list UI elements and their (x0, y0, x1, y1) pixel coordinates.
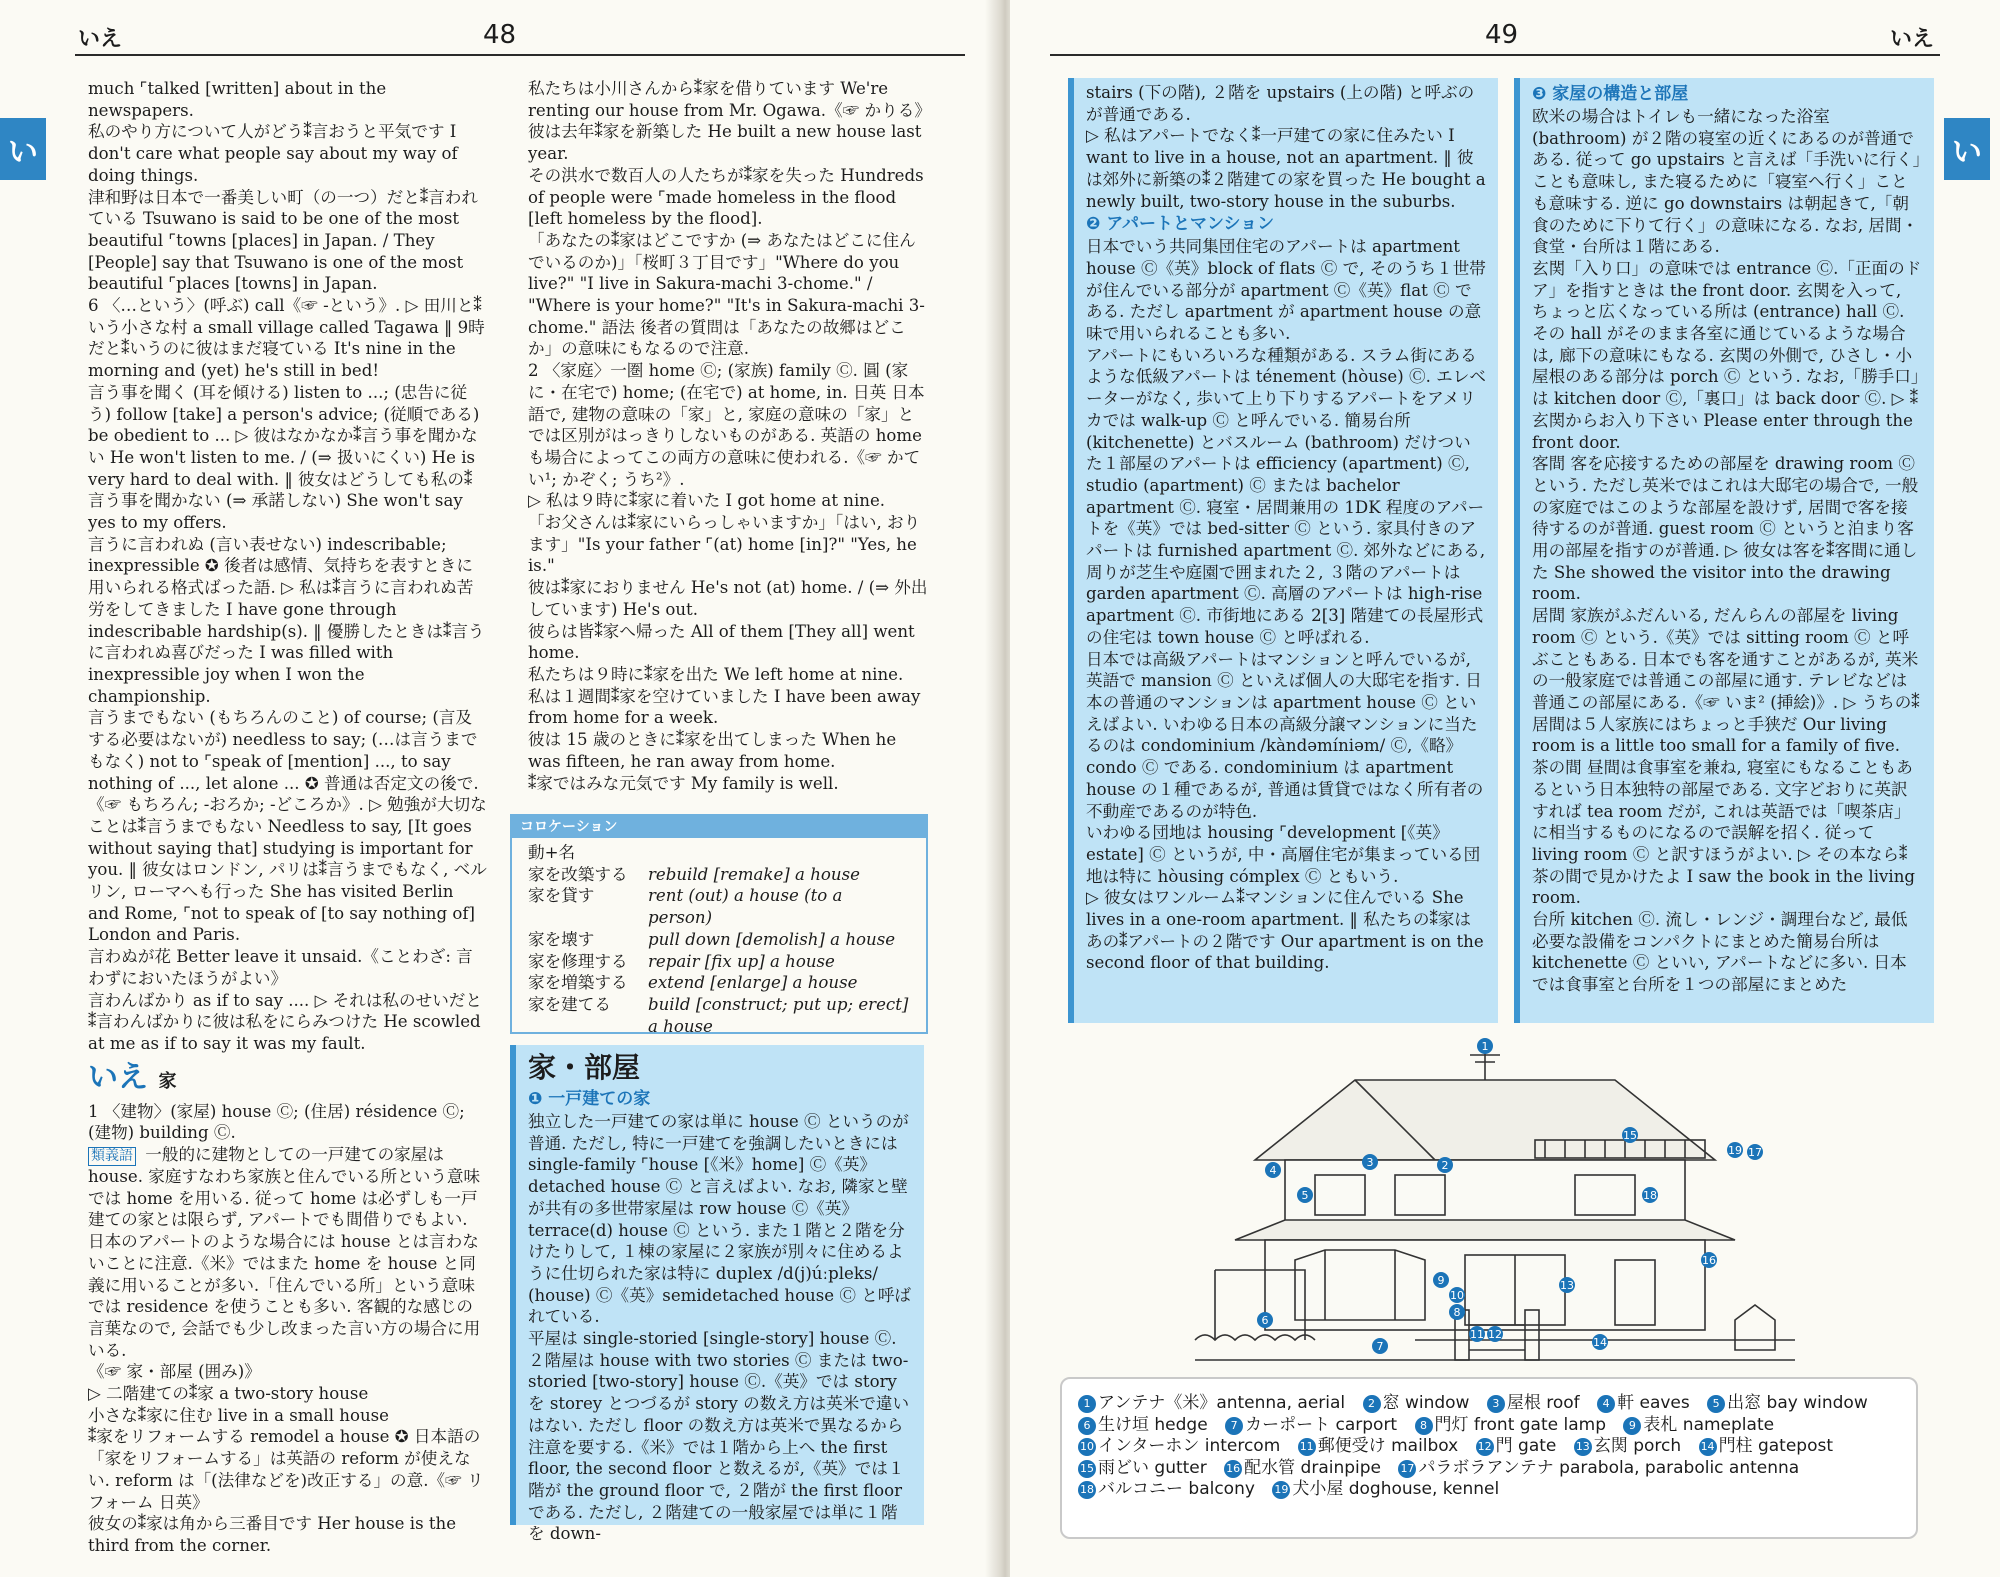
example-line: ⁑家ではみな元気です My family is well. (528, 773, 839, 793)
callout-4 (1265, 1162, 1281, 1178)
legend-text: 屋根 roof (1506, 1393, 1580, 1413)
collocation-en: build [construct; put up; erect] a house (648, 994, 909, 1036)
callout-label: 15 (1623, 1129, 1637, 1142)
callout-9 (1433, 1272, 1449, 1288)
legend-text: 門柱 gatepost (1718, 1436, 1834, 1457)
panel-text: いわゆる団地は housing ⌜development [《英》estate] Ⓒ というが, 中・高層住宅が集まっている団地は特に hòusing cómplex Ⓒ ともいう. (1086, 823, 1481, 886)
text-line[interactable]: 《☞ 家・部屋 (囲み)》 (88, 1362, 261, 1382)
panel-text: アパートにもいろいろな種類がある. スラム街にあるような低級アパートは ténement (hòuse) Ⓒ. エレベーターがなく, 歩いて上り下りするアパートをアメリカでは walk-up Ⓒ と呼んでいる. 簡易台所 (kitchenette) とバスルーム (bathroom) だけついた１部屋のアパートは efficiency (apartment) Ⓒ, studio (apartment) Ⓒ または bachelor apartment Ⓒ. 寝室・居間兼用の 1DK 程度のアパートを《英》では bed-sitter Ⓒ という. 家具付きのアパートは furnished apartment Ⓒ. 郊外などにある, 周りが芝生や庭園で囲まれた２, ３階のアパートは garden apartment Ⓒ. 高層のアパートは high-rise apartment Ⓒ. 市街地にある 2[3] 階建ての長屋形式の住宅は town house Ⓒ と呼ばれる. (1086, 345, 1486, 647)
legend-text: 窓 window (1382, 1393, 1470, 1413)
idiom-iwan-bakari: 言わんばかり as if to say .... ▷ それは私のせいだと⁑言わんばかりに彼は私をにらみつけた He scowled at me as if to say it was my fault. (88, 990, 482, 1053)
callout-15 (1622, 1127, 1638, 1143)
callout-label: 9 (1437, 1274, 1445, 1287)
collocation-en: pull down [demolish] a house (648, 929, 896, 949)
callout-label: 11 (1470, 1328, 1484, 1341)
panel-column-2 (1514, 78, 1934, 1023)
running-head: いえ (1890, 27, 1935, 52)
thumb-index-tab[interactable]: い (1944, 118, 1990, 180)
thumb-index-tab[interactable]: い (0, 118, 46, 180)
collocation-en: extend [enlarge] a house (648, 973, 858, 993)
legend-number: 2 (1363, 1395, 1381, 1413)
legend-number: 14 (1699, 1438, 1717, 1456)
collocation-row (528, 951, 910, 973)
legend-number: 16 (1224, 1460, 1242, 1478)
panel-title: 家・部屋 (528, 1051, 641, 1084)
legend-text: 雨どい gutter (1098, 1457, 1207, 1478)
headword-kanji: 家 (158, 1070, 177, 1092)
legend-line (1078, 1415, 1900, 1437)
panel-text: 平屋は single-storied [single-story] house Ⓒ. ２階屋は house with two stories Ⓒ または two-storied [two-story] house Ⓒ.《英》では story を storey とつづるが story の数え方は英米で違いはない. ただし floor の数え方は英米で異なるから注意を要する.《米》では１階から上へ the first floor, the second floor と数えるが,《英》では１階が the ground floor で, ２階が the first floor である. ただし, ２階建ての一般家屋では単に１階を down- (528, 1329, 910, 1544)
room-chanoma: 茶の間 昼間は食事室を兼ね, 寝室にもなることもあるという日本独特の部屋である. 文字どおりに英訳すれば tea room だが, これは英語では「喫茶店」に相当するものになるので誤解を招く. 従って living room Ⓒ と訳すほうがよい. ▷ その本なら⁑茶の間で見かけたよ I saw the book in the living room. (1532, 758, 1916, 908)
callout-label: 2 (1441, 1159, 1449, 1172)
callout-label: 4 (1269, 1164, 1277, 1177)
panel-section-title: ❷ アパートとマンション (1086, 214, 1275, 235)
legend-item (1225, 1415, 1397, 1437)
room-kyakuma: 客間 客を応接するための部屋を drawing room Ⓒ という. ただし英米ではこれは大邸宅の場合で, 一般の家庭ではこのような部屋を設けず, 居間で客を接待するのが普通. guest room Ⓒ というと泊まり客用の部屋を指すのが普通. ▷ 彼女は客を⁑客間に通した She showed the visitor into the drawing room. (1532, 454, 1919, 604)
legend-item (1623, 1415, 1774, 1437)
legend-number: 12 (1476, 1438, 1494, 1456)
legend-item (1224, 1458, 1381, 1480)
callout-3 (1362, 1154, 1378, 1170)
example-line: その洪水で数百人の人たちが⁑家を失った Hundreds of people were ⌜made homeless in the flood [left homeless by the flood]. (528, 165, 924, 229)
legend-text: 郵便受け mailbox (1317, 1436, 1459, 1457)
callout-14 (1592, 1334, 1608, 1350)
panel-text: 日本でいう共同集団住宅のアパートは apartment house Ⓒ《英》block of flats Ⓒ で, そのうち１世帯が住んでいる部分が apartment Ⓒ《英》flat Ⓒ である. ただし apartment が apartment house の意味で用いられることも多い. (1086, 237, 1486, 344)
legend-text: 表札 nameplate (1643, 1414, 1775, 1435)
legend-text: 軒 eaves (1617, 1393, 1690, 1413)
idiom-iwanu-ga-hana: 言わぬが花 Better leave it unsaid.《ことわざ: 言わずにおいたほうがよい》 (88, 947, 473, 988)
synonym-tag: 類義語 (88, 1147, 136, 1166)
collocation-box (510, 814, 928, 1034)
example-line: 彼は 15 歳のときに⁑家を出てしまった When he was fifteen, he ran away from home. (528, 730, 897, 771)
text-line: much ⌜talked [written] about in the newspapers. (88, 79, 387, 120)
callout-label: 19 (1728, 1144, 1742, 1157)
legend-number: 9 (1623, 1417, 1641, 1435)
legend-text: 門灯 front gate lamp (1434, 1414, 1606, 1435)
callout-label: 17 (1748, 1146, 1762, 1159)
legend-text: 出窓 bay window (1727, 1393, 1868, 1413)
legend-item (1078, 1479, 1255, 1501)
legend-text: 犬小屋 doghouse, kennel (1292, 1479, 1500, 1500)
legend-number: 10 (1078, 1438, 1096, 1456)
callout-12 (1487, 1326, 1503, 1342)
synonym-note (88, 1144, 488, 1361)
callout-label: 14 (1593, 1336, 1607, 1349)
legend-number: 3 (1487, 1395, 1505, 1413)
page-number: 48 (483, 20, 517, 50)
panel-section-title: ❸ 家屋の構造と部屋 (1532, 84, 1689, 104)
example-line: ▷ 二階建ての⁑家 a two-story house (88, 1384, 369, 1404)
collocation-jp: 家を増築する (528, 973, 628, 993)
running-head: いえ (78, 27, 123, 52)
panel-text: 日本では高級アパートはマンションと呼んでいるが, 英語で mansion Ⓒ といえば個人の大邸宅を指す. 日本の普通のマンションは apartment house Ⓒ といえばよい. いわゆる日本の高級分譲マンションに当たるのは condominium /kàndəmíniəm/ Ⓒ,《略》condo Ⓒ である. condominium は apartment house の１種であるが, 普通は賃貸ではなく所有者の不動産であるのが特色. (1086, 649, 1484, 821)
collocation-pattern: 動+名 (528, 843, 576, 862)
example-line: 彼女の⁑家は角から三番目です Her house is the third from the corner. (88, 1514, 457, 1555)
callout-label: 3 (1366, 1156, 1374, 1169)
callout-19 (1727, 1142, 1743, 1158)
callout-5 (1297, 1187, 1313, 1203)
text-line: 津和野は日本で一番美しい町（の一つ）だと⁑言われている Tsuwano is said to be one of the most beautiful ⌜towns [places] in Japan. / They [People] say that Tsuwano is one of the most beautiful ⌜places [towns] in Japan. (88, 187, 478, 294)
legend-number: 15 (1078, 1460, 1096, 1478)
illustration-legend (1060, 1377, 1918, 1539)
callout-17 (1747, 1144, 1763, 1160)
legend-item (1078, 1393, 1345, 1415)
legend-number: 1 (1078, 1395, 1096, 1413)
idiom-iu-ni-iwarenu: 言うに言われぬ (言い表せない) indescribable; inexpressible ✪ 後者は感情、気持ちを表すときに用いられる格式ばった語. ▷ 私は⁑言うに言われぬ苦労をしてきました I have gone through indescribable hardship(s). ‖ 優勝したときは⁑言うに言われぬ喜びだった I was filled with inexpressible joy when I won the championship. (88, 534, 485, 706)
callout-1 (1477, 1038, 1493, 1054)
left-column-2 (528, 78, 931, 808)
idiom-iu-made-mo-nai: 言うまでもない (もちろんのこと) of course; (言及する必要はないが) needless to say; (…は言うまでもなく) not to ⌜speak of [mention] ..., to say nothing of ..., let alone ... ✪ 普通は否定文の後で.《☞ もちろん; -おろか; -どころか》. ▷ 勉強が大切なことは⁑言うまでもない Needless to say, [It goes without saying that] studying is important for you. ‖ 彼女はロンドン, パリは⁑言うまでもなく, ベルリン, ローマへも行った She has visited Berlin and Rome, ⌜not to speak of [to say nothing of] London and Paris. (88, 708, 487, 945)
sense-1: 1 〈建物〉(家屋) house Ⓒ; (住居) résidence Ⓒ; (建物) building Ⓒ. (88, 1101, 465, 1143)
legend-text: インターホン intercom (1098, 1436, 1281, 1457)
collocation-en: rent (out) a house (to a person) (648, 886, 843, 928)
example-line: 私たちは９時に⁑家を出た We left home at nine. (528, 664, 904, 684)
legend-text: バルコニー balcony (1098, 1479, 1255, 1500)
collocation-jp: 家を修理する (528, 951, 628, 971)
legend-number: 13 (1574, 1438, 1592, 1456)
legend-text: パラボラアンテナ parabola, parabolic antenna (1418, 1457, 1800, 1478)
legend-item (1078, 1458, 1207, 1480)
legend-item (1398, 1458, 1799, 1480)
idiom-iu-koto-wo-kiku: 言う事を聞く (耳を傾ける) listen to ...; (忠告に従う) follow [take] a person's advice; (従順である) be obedient to ... ▷ 彼はなかなか⁑言う事を聞かない He won't listen to me. / (⇒ 扱いにくい) He is very hard to deal with. ‖ 彼女はどうしても私の⁑言う事を聞かない (⇒ 承諾しない) She won't say yes to my offers. (88, 382, 480, 533)
legend-number: 19 (1272, 1481, 1290, 1499)
collocation-title: コロケーション (512, 816, 926, 838)
header-rule (75, 54, 965, 56)
collocation-jp: 家を建てる (528, 994, 611, 1014)
callout-label: 5 (1301, 1189, 1309, 1202)
legend-item (1298, 1436, 1459, 1458)
headword-kana: いえ (88, 1059, 148, 1095)
legend-number: 17 (1398, 1460, 1416, 1478)
legend-line (1078, 1458, 1900, 1480)
panel-text: stairs (下の階), ２階を upstairs (上の階) と呼ぶのが普通である. (1086, 83, 1475, 124)
legend-number: 11 (1298, 1438, 1316, 1456)
example-line: ▷ 私は９時に⁑家に着いた I got home at nine. (528, 491, 886, 511)
callout-label: 6 (1261, 1314, 1269, 1327)
house-illustration (1195, 1040, 1805, 1370)
legend-number: 18 (1078, 1481, 1096, 1499)
legend-item (1272, 1479, 1499, 1501)
example-line: 彼らは皆⁑家へ帰った All of them [They all] went home. (528, 621, 915, 663)
example-line: 私たちは小川さんから⁑家を借りています We're renting our house from Mr. Ogawa.《☞ かりる》 (528, 79, 931, 120)
legend-text: 生け垣 hedge (1098, 1414, 1208, 1435)
example-line: 小さな⁑家に住む live in a small house (88, 1405, 389, 1425)
text-line: 私のやり方について人がどう⁑言おうと平気です I don't care what people say about my way of doing things. (88, 122, 458, 185)
room-ima: 居間 家族がふだんいる, だんらんの部屋を living room Ⓒ という.《英》では sitting room Ⓒ と呼ぶこともある. 日本でも客を通すことがあるが, 英米の一般家庭では普通この部屋に通す. テレビなどは普通この部屋にある.《☞ いま² (挿絵)》. ▷ うちの⁑居間は５人家族にはちょっと手狭だ Our living room is a little too small for a family of five. (1532, 606, 1920, 756)
left-column-1 (88, 78, 488, 1555)
page-number: 49 (1485, 20, 1519, 50)
panel-text: 独立した一戸建ての家は単に house Ⓒ というのが普通. ただし, 特に一戸建てを強調したいときには single-family ⌜house [《米》home] Ⓒ《英》detached house Ⓒ と言えばよい. なお, 隣家と壁が共有の多世帯家屋は row house Ⓒ《英》terrace(d) house Ⓒ という. また１階と２階を分けたりして, １棟の家屋に２家族が別々に住めるように仕切られた家は特に duplex /d(j)úːpleks/ (house) Ⓒ《英》semidetached house Ⓒ と呼ばれている. (528, 1112, 912, 1327)
collocation-row (528, 972, 910, 994)
panel-examples: ▷ 彼女はワンルーム⁑マンションに住んでいる She lives in a one-room apartment. ‖ 私たちの⁑家はあの⁑アパートの２階です Our apartment is on the second floor of that building. (1086, 888, 1484, 973)
collocation-en: repair [fix up] a house (648, 951, 835, 971)
legend-item (1415, 1415, 1606, 1437)
room-genkan: 玄関「入り口」の意味では entrance Ⓒ.「正面のドア」を指すときは the front door. 玄関を入って, ちょっと広くなっている所は (entrance) hall Ⓒ. その hall がそのまま各室に通じているような場合は, 廊下の意味にもなる. 玄関の外側で, ひさし・小屋根のある部分は porch Ⓒ という. なお,「勝手口」は kitchen door Ⓒ,「裏口」は back door Ⓒ. ▷ ⁑玄関からお入り下さい Please enter through the front door. (1532, 258, 1922, 452)
legend-text: 玄関 porch (1593, 1436, 1682, 1457)
header-rule (1050, 54, 1940, 56)
collocation-en: rebuild [remake] a house (648, 864, 860, 884)
panel-column-1 (1068, 78, 1498, 1023)
collocation-row (528, 994, 910, 1037)
legend-item (1597, 1393, 1690, 1415)
legend-item (1574, 1436, 1681, 1458)
legend-line (1078, 1436, 1900, 1458)
callout-2 (1437, 1157, 1453, 1173)
example-line: 「お父さんは⁑家にいらっしゃいますか」「はい, おります」"Is your father ⌜(at) home [in]?" "Yes, he is." (528, 513, 921, 576)
callout-label: 10 (1450, 1289, 1464, 1302)
legend-item (1487, 1393, 1580, 1415)
example-line: ⁑家をリフォームする remodel a house ✪ 日本語の「家をリフォームする」は英語の reform が使えない. reform は「(法律などを)改正する」の意.《☞ リフォーム 日英》 (88, 1427, 484, 1512)
legend-line (1078, 1479, 1900, 1501)
panel-examples: ▷ 私はアパートでなく⁑一戸建ての家に住みたい I want to live in a house, not an apartment. ‖ 彼は郊外に新築の⁑２階建ての家を買った He bought a newly built, two-story house in the suburbs. (1086, 126, 1486, 211)
panel-text: 欧米の場合はトイレも一緒になった浴室 (bathroom) が２階の寝室の近くにあるのが普通である. 従って go upstairs と言えば「手洗いに行く」ことも意味し, また寝るために「寝室へ行く」ことも意味する. 逆に go downstairs は朝起きて,「朝食のために下りて行く」の意味になる. なお, 居間・食堂・台所は１階にある. (1532, 107, 1921, 257)
sense-2: 2 〈家庭〉一圏 home Ⓒ; (家族) family Ⓒ. 圓 (家に・在宅で) home; (在宅で) at home, in. 日英 日本語で, 建物の意味の「家」と, 家庭の意味の「家」とでは区別がはっきりしないものがある. 英語の home も場合によってこの両方の意味に使われる.《☞ かてい¹; かぞく; うち²》. (528, 361, 925, 489)
legend-number: 5 (1707, 1395, 1725, 1413)
legend-text: 門 gate (1495, 1436, 1557, 1457)
panel-section-title: ❶ 一戸建ての家 (528, 1089, 651, 1109)
legend-text: カーポート carport (1245, 1414, 1398, 1435)
legend-number: 6 (1078, 1417, 1096, 1435)
legend-item (1699, 1436, 1833, 1458)
legend-item (1476, 1436, 1557, 1458)
callout-8 (1449, 1304, 1465, 1320)
callout-label: 12 (1488, 1328, 1502, 1341)
callout-7 (1372, 1338, 1388, 1354)
callout-10 (1449, 1287, 1465, 1303)
legend-number: 8 (1415, 1417, 1433, 1435)
callout-11 (1469, 1326, 1485, 1342)
legend-line (1078, 1393, 1900, 1415)
callout-6 (1257, 1312, 1273, 1328)
entry-headword (88, 1059, 488, 1101)
collocation-row (528, 864, 910, 886)
synonym-text: 一般的に建物としての一戸建ての家屋は house. 家庭すなわち家族と住んでいる所という意味では home を用いる. 従って home は必ずしも一戸建ての家とは限らず, アパートでも間借りでもよい. 日本のアパートのような場合には house とは言わないことに注意.《米》ではまた home を house と同義に用いることが多い.「住んでいる所」という意味では residence を使うことも多い. 客観的な感じの言葉なので, 会話でも少し改まった言い方の場合に用いる. (88, 1145, 481, 1360)
callout-18 (1642, 1187, 1658, 1203)
collocation-jp: 家を改築する (528, 864, 628, 884)
example-line: 「あなたの⁑家はどこですか (⇒ あなたはどこに住んでいるのか)」「桜町３丁目です」"Where do you live?" "I live in Sakura-machi 3-chome." / "Where is your home?" "It's in Sakura-machi 3-chome." 語法 後者の質問は「あなたの故郷はどこか」の意味にもなるので注意. (528, 230, 925, 359)
legend-item (1078, 1436, 1280, 1458)
legend-item (1707, 1393, 1868, 1415)
callout-label: 1 (1481, 1040, 1489, 1053)
legend-item (1363, 1393, 1470, 1415)
legend-number: 7 (1225, 1417, 1243, 1435)
legend-text: 配水管 drainpipe (1244, 1457, 1382, 1478)
legend-item (1078, 1415, 1208, 1437)
collocation-jp: 家を貸す (528, 886, 595, 906)
example-line: 私は１週間⁑家を空けていました I have been away from home for a week. (528, 686, 921, 728)
callout-label: 8 (1453, 1306, 1461, 1319)
sense-6: 6 〈…という〉(呼ぶ) call《☞ -という》. ▷ 田川と⁑いう小さな村 a small village called Tagawa ‖ 9時だと⁑いうのに彼はまだ寝ている It's nine in the morning and (yet) he's still in bed! (88, 296, 485, 381)
callout-16 (1701, 1252, 1717, 1268)
collocation-row (528, 885, 910, 928)
callout-label: 7 (1376, 1340, 1384, 1353)
callout-label: 16 (1702, 1254, 1716, 1267)
callout-13 (1559, 1277, 1575, 1293)
collocation-row (528, 929, 910, 951)
example-line: 彼は去年⁑家を新築した He built a new house last year. (528, 122, 922, 164)
example-line: 彼は⁑家におりません He's not (at) home. / (⇒ 外出しています) He's out. (528, 578, 928, 619)
collocation-jp: 家を壊す (528, 929, 595, 949)
legend-text: アンテナ《米》antenna, aerial (1098, 1393, 1346, 1413)
room-daidokoro: 台所 kitchen Ⓒ. 流し・レンジ・調理台など, 最低必要な設備をコンパクトにまとめた簡易台所は kitchenette Ⓒ といい, アパートなどに多い. 日本では食事室と台所を１つの部屋にまとめた (1532, 910, 1908, 995)
callout-label: 13 (1560, 1279, 1574, 1292)
legend-number: 4 (1597, 1395, 1615, 1413)
callout-label: 18 (1643, 1189, 1657, 1202)
ie-heya-panel (510, 1045, 924, 1544)
